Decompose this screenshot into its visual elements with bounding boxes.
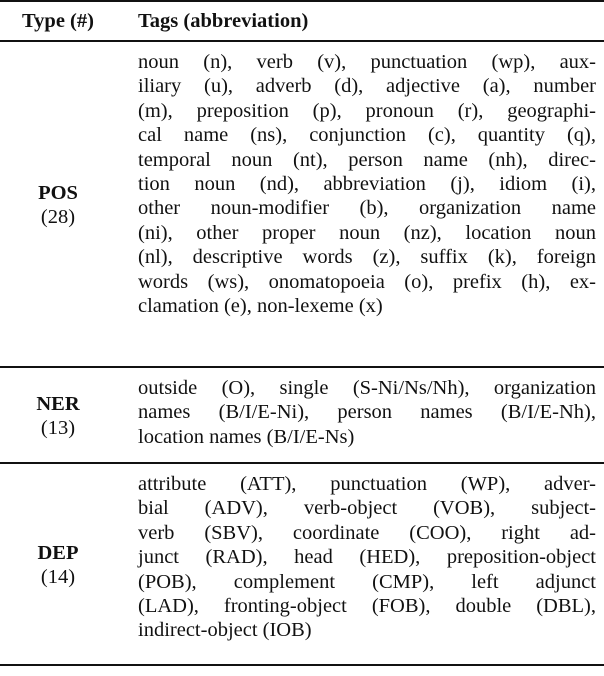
tags-line: words (ws), onomatopoeia (o), prefix (h), ex- bbox=[138, 270, 596, 293]
type-count: (14) bbox=[40, 566, 76, 588]
tags-line: (LAD), fronting-object (FOB), double (DBL), bbox=[138, 595, 596, 618]
tags-line: indirect-object (IOB) bbox=[138, 619, 312, 642]
tags-cell bbox=[138, 472, 596, 658]
type-count: (28) bbox=[40, 206, 76, 228]
tags-line: cal name (ns), conjunction (c), quantity (q), bbox=[138, 124, 596, 147]
type-name: DEP bbox=[37, 542, 79, 564]
row-rule bbox=[0, 664, 604, 666]
tags-line: names (B/I/E-Ni), person names (B/I/E-Nh), bbox=[138, 401, 596, 424]
type-cell bbox=[0, 376, 116, 456]
tags-line: temporal noun (nt), person name (nh), direc- bbox=[138, 148, 596, 171]
tags-line: outside (O), single (S-Ni/Ns/Nh), organization bbox=[138, 377, 596, 399]
table-row-dep bbox=[0, 464, 604, 664]
tags-line: iliary (u), adverb (d), adjective (a), number bbox=[138, 75, 596, 98]
tags-line: verb (SBV), coordinate (COO), right ad- bbox=[138, 521, 596, 544]
tags-line: attribute (ATT), punctuation (WP), adver- bbox=[138, 473, 596, 495]
table-row-pos bbox=[0, 42, 604, 366]
type-name: NER bbox=[36, 393, 80, 415]
type-count: (13) bbox=[40, 417, 76, 439]
tags-line: tion noun (nd), abbreviation (j), idiom (i), bbox=[138, 173, 596, 196]
tags-cell bbox=[138, 50, 596, 360]
tags-line: other noun-modifier (b), organization name bbox=[138, 197, 596, 220]
tags-line: (m), preposition (p), pronoun (r), geographi- bbox=[138, 99, 596, 122]
header-row bbox=[0, 2, 604, 40]
type-cell bbox=[0, 472, 116, 658]
tags-line: bial (ADV), verb-object (VOB), subject- bbox=[138, 497, 596, 520]
tags-cell bbox=[138, 376, 596, 456]
header-tags: Tags (abbreviation) bbox=[138, 9, 309, 32]
tags-line: (nl), descriptive words (z), suffix (k), foreign bbox=[138, 246, 596, 269]
table-row-ner bbox=[0, 368, 604, 462]
tags-line: junct (RAD), head (HED), preposition-object bbox=[138, 546, 596, 569]
tags-line: location names (B/I/E-Ns) bbox=[138, 425, 355, 448]
tags-line: clamation (e), non-lexeme (x) bbox=[138, 295, 383, 318]
type-name: POS bbox=[38, 182, 78, 204]
tags-line: (ni), other proper noun (nz), location noun bbox=[138, 221, 596, 244]
header-type: Type (#) bbox=[22, 10, 94, 32]
tags-line: (POB), complement (CMP), left adjunct bbox=[138, 570, 596, 593]
type-cell bbox=[0, 50, 116, 360]
tags-line: noun (n), verb (v), punctuation (wp), aux- bbox=[138, 51, 596, 73]
